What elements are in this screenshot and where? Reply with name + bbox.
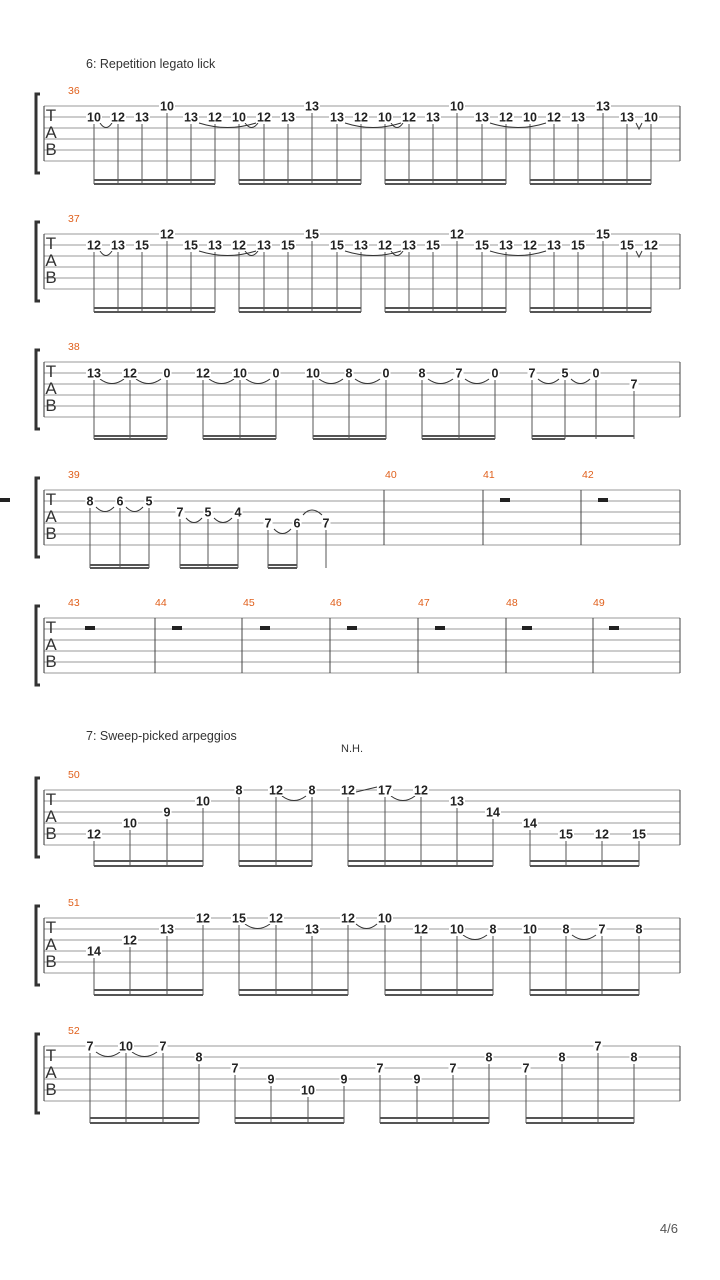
fret-number: 6 — [293, 516, 301, 531]
whole-rest — [0, 498, 10, 502]
slur — [186, 518, 202, 523]
fret-number: 10 — [644, 110, 658, 125]
fret-number: 10 — [119, 1039, 133, 1054]
measure-number: 48 — [506, 597, 518, 609]
tab-clef-letter: B — [45, 524, 57, 543]
tab-clef-letter: B — [45, 952, 57, 971]
fret-number: 13 — [208, 238, 222, 253]
fret-number: 13 — [330, 110, 344, 125]
fret-number: 8 — [562, 922, 570, 937]
fret-number: 7 — [449, 1061, 457, 1076]
fret-number: 12 — [499, 110, 513, 125]
tab-clef-letter: A — [45, 251, 57, 270]
page-number: 4/6 — [659, 1221, 678, 1236]
fret-number: 10 — [306, 366, 320, 381]
fret-number: 8 — [558, 1050, 566, 1065]
fret-number: 15 — [571, 238, 585, 253]
fret-number: 12 — [87, 238, 101, 253]
fret-number: 7 — [598, 922, 606, 937]
tab-clef-letter: T — [45, 490, 57, 509]
fret-number: 14 — [486, 805, 500, 820]
slur — [132, 1052, 157, 1057]
fret-number: 13 — [160, 922, 174, 937]
fret-number: 12 — [414, 783, 428, 798]
fret-number: 15 — [184, 238, 198, 253]
fret-number: 5 — [204, 505, 212, 520]
system-bracket — [36, 222, 40, 301]
system-bracket — [36, 778, 40, 857]
fret-number: 13 — [402, 238, 416, 253]
fret-number: 14 — [523, 816, 537, 831]
fret-number: 10 — [87, 110, 101, 125]
fret-number: 7 — [594, 1039, 602, 1054]
measure-number: 46 — [330, 597, 342, 609]
fret-number: 13 — [450, 794, 464, 809]
fret-number: 13 — [87, 366, 101, 381]
fret-number: 7 — [86, 1039, 94, 1054]
fret-number: 10 — [301, 1083, 315, 1098]
fret-number: 15 — [596, 227, 610, 242]
fret-number: 13 — [499, 238, 513, 253]
fret-number: 13 — [111, 238, 125, 253]
fret-number: 8 — [418, 366, 426, 381]
fret-number: 12 — [208, 110, 222, 125]
fret-number: 7 — [376, 1061, 384, 1076]
fret-number: 12 — [160, 227, 174, 242]
harmonic-annotation: N.H. — [341, 743, 363, 755]
fret-number: 12 — [378, 238, 392, 253]
fret-number: 0 — [382, 366, 390, 381]
fret-number: 5 — [145, 494, 153, 509]
whole-rest — [500, 498, 510, 502]
fret-number: 7 — [522, 1061, 530, 1076]
slur — [465, 379, 489, 384]
slur — [391, 796, 415, 801]
fret-number: 15 — [232, 911, 246, 926]
fret-number: 12 — [87, 827, 101, 842]
fret-number: 7 — [264, 516, 272, 531]
whole-rest — [609, 626, 619, 630]
slur — [282, 796, 306, 801]
tab-clef-letter: B — [45, 268, 57, 287]
fret-number: 10 — [378, 911, 392, 926]
fret-number: 13 — [571, 110, 585, 125]
fret-number: 12 — [196, 366, 210, 381]
fret-number: 12 — [123, 933, 137, 948]
system-bracket — [36, 350, 40, 429]
tab-clef-letter: T — [45, 106, 57, 125]
whole-rest — [598, 498, 608, 502]
tab-clef-letter: B — [45, 140, 57, 159]
fret-number: 12 — [257, 110, 271, 125]
system-bracket — [36, 94, 40, 173]
slur — [245, 924, 270, 929]
measure-number: 40 — [385, 469, 397, 481]
fret-number: 0 — [163, 366, 171, 381]
fret-number: 8 — [485, 1050, 493, 1065]
tab-clef-letter: B — [45, 396, 57, 415]
tab-clef-letter: A — [45, 379, 57, 398]
fret-number: 10 — [196, 794, 210, 809]
slur — [319, 379, 343, 384]
slur — [356, 924, 377, 929]
tab-clef-letter: T — [45, 234, 57, 253]
fret-number: 12 — [402, 110, 416, 125]
fret-number: 8 — [235, 783, 243, 798]
whole-rest — [522, 626, 532, 630]
tab-clef-letter: T — [45, 790, 57, 809]
fret-number: 5 — [561, 366, 569, 381]
measure-number: 52 — [68, 1025, 80, 1037]
fret-number: 12 — [341, 783, 355, 798]
system-bracket — [36, 906, 40, 985]
measure-number: 38 — [68, 341, 80, 353]
tab-clef-letter: A — [45, 507, 57, 526]
tab-clef-letter: T — [45, 1046, 57, 1065]
fret-number: 12 — [111, 110, 125, 125]
fret-number: 8 — [489, 922, 497, 937]
fret-number: 10 — [123, 816, 137, 831]
fret-number: 12 — [269, 783, 283, 798]
fret-number: 12 — [196, 911, 210, 926]
slur — [355, 379, 380, 384]
measure-number: 49 — [593, 597, 605, 609]
slur — [136, 379, 161, 384]
fret-number: 14 — [87, 944, 101, 959]
fret-number: 9 — [267, 1072, 275, 1087]
fret-number: 7 — [630, 377, 638, 392]
measure-number: 44 — [155, 597, 167, 609]
fret-number: 9 — [340, 1072, 348, 1087]
slur — [274, 529, 291, 534]
system-bracket — [36, 478, 40, 557]
fret-number: 10 — [523, 110, 537, 125]
fret-number: 12 — [269, 911, 283, 926]
tab-clef-letter: A — [45, 807, 57, 826]
tab-clef-letter: A — [45, 935, 57, 954]
fret-number: 12 — [523, 238, 537, 253]
whole-rest — [260, 626, 270, 630]
slur — [100, 379, 124, 384]
fret-number: 10 — [523, 922, 537, 937]
fret-number: 7 — [231, 1061, 239, 1076]
fret-number: 15 — [305, 227, 319, 242]
fret-number: 15 — [559, 827, 573, 842]
fret-number: 13 — [305, 922, 319, 937]
system-bracket — [36, 606, 40, 685]
fret-number: 6 — [116, 494, 124, 509]
fret-number: 15 — [426, 238, 440, 253]
fret-number: 13 — [426, 110, 440, 125]
fret-number: 7 — [176, 505, 184, 520]
slur — [209, 379, 234, 384]
fret-number: 13 — [184, 110, 198, 125]
fret-number: 0 — [272, 366, 280, 381]
fret-number: 13 — [620, 110, 634, 125]
slur — [126, 507, 143, 512]
fret-number: 13 — [354, 238, 368, 253]
measure-number: 42 — [582, 469, 594, 481]
measure-number: 51 — [68, 897, 80, 909]
fret-number: 13 — [305, 99, 319, 114]
fret-number: 12 — [414, 922, 428, 937]
measure-number: 45 — [243, 597, 255, 609]
system-bracket — [36, 1034, 40, 1113]
section-title: 7: Sweep-picked arpeggios — [86, 729, 237, 743]
whole-rest — [85, 626, 95, 630]
fret-number: 8 — [195, 1050, 203, 1065]
whole-rest — [172, 626, 182, 630]
slur — [246, 379, 270, 384]
tab-clef-letter: B — [45, 824, 57, 843]
fret-number: 13 — [281, 110, 295, 125]
section-title: 6: Repetition legato lick — [86, 57, 216, 71]
fret-number: 8 — [345, 366, 353, 381]
tab-clef-letter: T — [45, 918, 57, 937]
fret-number: 12 — [644, 238, 658, 253]
fret-number: 0 — [491, 366, 499, 381]
fret-number: 10 — [160, 99, 174, 114]
fret-number: 15 — [281, 238, 295, 253]
fret-number: 7 — [322, 516, 330, 531]
fret-number: 13 — [475, 110, 489, 125]
fret-number: 10 — [232, 110, 246, 125]
fret-number: 8 — [308, 783, 316, 798]
fret-number: 12 — [341, 911, 355, 926]
slur — [572, 935, 596, 940]
fret-number: 15 — [475, 238, 489, 253]
slur — [571, 379, 590, 384]
fret-number: 12 — [595, 827, 609, 842]
fret-number: 8 — [630, 1050, 638, 1065]
fret-number: 9 — [413, 1072, 421, 1087]
fret-number: 12 — [547, 110, 561, 125]
measure-number: 37 — [68, 213, 80, 225]
fret-number: 13 — [135, 110, 149, 125]
fret-number: 7 — [455, 366, 463, 381]
whole-rest — [347, 626, 357, 630]
fret-number: 0 — [592, 366, 600, 381]
fret-number: 13 — [596, 99, 610, 114]
fret-number: 9 — [163, 805, 171, 820]
fret-number: 17 — [378, 783, 392, 798]
tab-clef-letter: B — [45, 652, 57, 671]
measure-number: 47 — [418, 597, 430, 609]
whole-rest — [435, 626, 445, 630]
tab-clef-letter: T — [45, 618, 57, 637]
slur — [428, 379, 453, 384]
measure-number: 43 — [68, 597, 80, 609]
slur — [463, 935, 487, 940]
fret-number: 7 — [159, 1039, 167, 1054]
fret-number: 12 — [450, 227, 464, 242]
tab-clef-letter: A — [45, 1063, 57, 1082]
fret-number: 12 — [354, 110, 368, 125]
fret-number: 15 — [330, 238, 344, 253]
fret-number: 15 — [620, 238, 634, 253]
tab-clef-letter: B — [45, 1080, 57, 1099]
fret-number: 15 — [135, 238, 149, 253]
fret-number: 7 — [528, 366, 536, 381]
measure-number: 36 — [68, 85, 80, 97]
fret-number: 4 — [234, 505, 242, 520]
measure-number: 39 — [68, 469, 80, 481]
slur — [538, 379, 559, 384]
fret-number: 8 — [635, 922, 643, 937]
slur — [96, 507, 114, 512]
fret-number: 12 — [232, 238, 246, 253]
fret-number: 8 — [86, 494, 94, 509]
slur — [96, 1052, 120, 1057]
slur — [214, 518, 232, 523]
tab-clef-letter: A — [45, 123, 57, 142]
fret-number: 10 — [233, 366, 247, 381]
fret-number: 10 — [378, 110, 392, 125]
fret-number: 13 — [257, 238, 271, 253]
tab-clef-letter: T — [45, 362, 57, 381]
fret-number: 10 — [450, 922, 464, 937]
measure-number: 50 — [68, 769, 80, 781]
fret-number: 13 — [547, 238, 561, 253]
tab-clef-letter: A — [45, 635, 57, 654]
measure-number: 41 — [483, 469, 495, 481]
fret-number: 12 — [123, 366, 137, 381]
fret-number: 10 — [450, 99, 464, 114]
fret-number: 15 — [632, 827, 646, 842]
